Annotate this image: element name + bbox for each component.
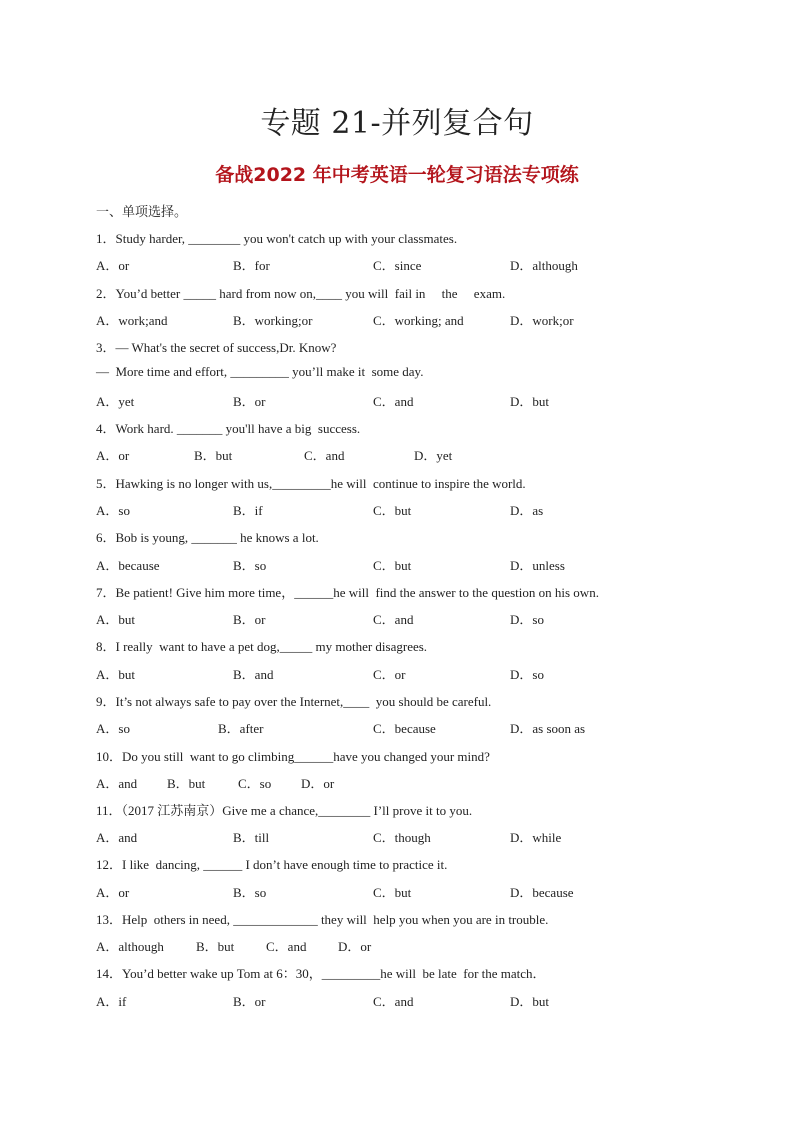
option-c[interactable]: C．though	[373, 830, 431, 845]
option-c[interactable]: C．but	[373, 885, 412, 900]
option-b[interactable]: B．but	[167, 776, 206, 791]
option-c[interactable]: C．because	[373, 721, 436, 736]
question-text: 3．— What's the secret of success,Dr. Know?	[96, 340, 337, 355]
question-text: 7．Be patient! Give him more time，______he will find the answer to the question on his own.	[96, 585, 599, 600]
question-text: 14．You’d better wake up Tom at 6：30，_________he will be late for the match．	[96, 966, 546, 981]
options-row	[96, 827, 736, 843]
option-d[interactable]: D．unless	[510, 558, 565, 573]
options-row	[96, 445, 736, 461]
option-b[interactable]: B．or	[233, 612, 266, 627]
options-row	[96, 664, 736, 680]
option-b[interactable]: B．and	[233, 667, 274, 682]
question-text: 13．Help others in need, _____________ they will help you when you are in trouble.	[96, 912, 549, 927]
question-text: 8．I really want to have a pet dog,_____ my mother disagrees.	[96, 639, 428, 654]
option-c[interactable]: C．and	[373, 994, 414, 1009]
options-row	[96, 991, 736, 1007]
option-c[interactable]: C．and	[304, 448, 345, 463]
option-a[interactable]: A．although	[96, 939, 164, 954]
options-row	[96, 391, 736, 407]
page-subtitle: 备战2022 年中考英语一轮复习语法专项练	[215, 164, 579, 186]
option-a[interactable]: A．because	[96, 558, 160, 573]
option-d[interactable]: D．as soon as	[510, 721, 586, 736]
option-c[interactable]: C．since	[373, 258, 422, 273]
option-a[interactable]: A．or	[96, 258, 130, 273]
option-a[interactable]: A．work;and	[96, 313, 168, 328]
options-row	[96, 255, 736, 271]
option-a[interactable]: A．and	[96, 776, 138, 791]
options-row	[96, 718, 736, 734]
option-d[interactable]: D．as	[510, 503, 544, 518]
options-row	[96, 500, 736, 516]
option-a[interactable]: A．or	[96, 885, 130, 900]
option-a[interactable]: A．so	[96, 721, 130, 736]
option-d[interactable]: D．while	[510, 830, 562, 845]
option-d[interactable]: D．or	[301, 776, 335, 791]
question-text: 9．It’s not always safe to pay over the Internet,____ you should be careful.	[96, 694, 492, 709]
options-row	[96, 609, 736, 625]
option-b[interactable]: B．but	[196, 939, 235, 954]
question-text: 11．（2017 江苏南京）Give me a chance,________ I’ll prove it to you.	[96, 803, 473, 818]
option-b[interactable]: B．till	[233, 830, 270, 845]
option-b[interactable]: B．if	[233, 503, 263, 518]
question-text: — More time and effort, _________ you’ll make it some day.	[96, 364, 424, 379]
question-text: 10．Do you still want to go climbing______have you changed your mind?	[96, 749, 490, 764]
page-title: 专题 21-并列复合句	[260, 106, 534, 141]
question-text: 4．Work hard. _______ you'll have a big success.	[96, 421, 361, 436]
option-a[interactable]: A．but	[96, 612, 136, 627]
option-b[interactable]: B．but	[194, 448, 233, 463]
option-d[interactable]: D．although	[510, 258, 578, 273]
option-c[interactable]: C．so	[238, 776, 272, 791]
option-c[interactable]: C．and	[373, 394, 414, 409]
option-a[interactable]: A．yet	[96, 394, 135, 409]
options-row	[96, 936, 736, 952]
option-d[interactable]: D．or	[338, 939, 372, 954]
option-a[interactable]: A．and	[96, 830, 138, 845]
option-a[interactable]: A．but	[96, 667, 136, 682]
option-c[interactable]: C．but	[373, 503, 412, 518]
option-b[interactable]: B．for	[233, 258, 270, 273]
options-row	[96, 773, 736, 789]
option-d[interactable]: D．but	[510, 394, 550, 409]
option-c[interactable]: C．working; and	[373, 313, 464, 328]
options-row	[96, 882, 736, 898]
option-b[interactable]: B．or	[233, 394, 266, 409]
question-text: 1．Study harder, ________ you won't catch up with your classmates.	[96, 231, 458, 246]
option-b[interactable]: B．so	[233, 558, 267, 573]
question-text: 2．You’d better _____ hard from now on,____ you will fail in the exam.	[96, 286, 506, 301]
options-row	[96, 310, 736, 326]
option-d[interactable]: D．because	[510, 885, 574, 900]
section-heading: 一、单项选择。	[96, 205, 188, 220]
question-text: 6．Bob is young, _______ he knows a lot.	[96, 530, 319, 545]
option-c[interactable]: C．and	[266, 939, 307, 954]
option-a[interactable]: A．if	[96, 994, 127, 1009]
option-c[interactable]: C．but	[373, 558, 412, 573]
option-d[interactable]: D．yet	[414, 448, 453, 463]
question-text: 5．Hawking is no longer with us,_________he will continue to inspire the world.	[96, 476, 526, 491]
option-d[interactable]: D．so	[510, 612, 544, 627]
option-c[interactable]: C．or	[373, 667, 406, 682]
option-d[interactable]: D．work;or	[510, 313, 574, 328]
option-b[interactable]: B．or	[233, 994, 266, 1009]
option-a[interactable]: A．or	[96, 448, 130, 463]
option-d[interactable]: D．so	[510, 667, 544, 682]
option-a[interactable]: A．so	[96, 503, 130, 518]
option-c[interactable]: C．and	[373, 612, 414, 627]
options-row	[96, 555, 736, 571]
option-d[interactable]: D．but	[510, 994, 550, 1009]
option-b[interactable]: B．after	[218, 721, 264, 736]
option-b[interactable]: B．so	[233, 885, 267, 900]
question-text: 12．I like dancing, ______ I don’t have enough time to practice it.	[96, 857, 448, 872]
option-b[interactable]: B．working;or	[233, 313, 313, 328]
